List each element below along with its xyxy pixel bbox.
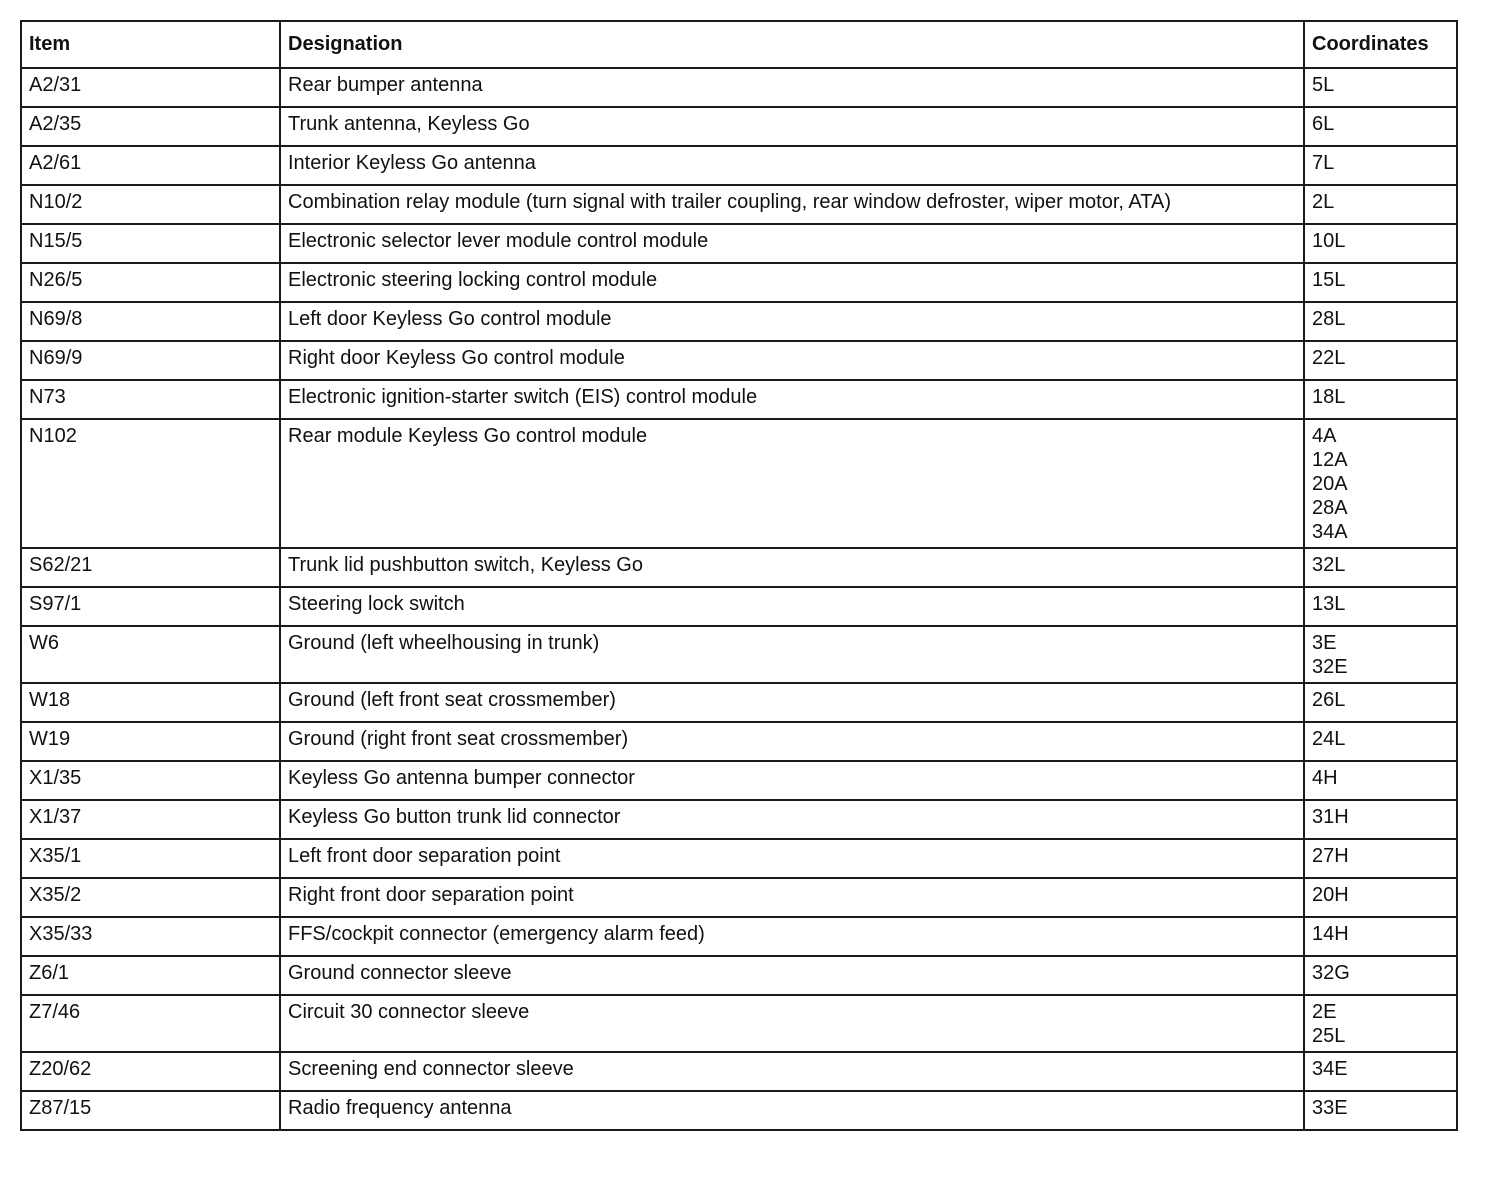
table-row bbox=[21, 683, 1457, 722]
coordinate-value: 25L bbox=[1312, 1025, 1346, 1047]
cell-designation: Rear module Keyless Go control module bbox=[280, 419, 1304, 548]
cell-item: N69/9 bbox=[21, 341, 280, 380]
coordinate-value: 20H bbox=[1312, 884, 1349, 906]
cell-designation: Trunk antenna, Keyless Go bbox=[280, 107, 1304, 146]
cell-designation: Ground (right front seat crossmember) bbox=[280, 722, 1304, 761]
coordinate-value: 22L bbox=[1312, 347, 1346, 369]
cell-item: X35/33 bbox=[21, 917, 280, 956]
cell-designation: Radio frequency antenna bbox=[280, 1091, 1304, 1130]
coordinate-value: 3E bbox=[1312, 632, 1337, 654]
table-row bbox=[21, 956, 1457, 995]
table-row bbox=[21, 224, 1457, 263]
cell-coordinates bbox=[1304, 419, 1457, 548]
cell-coordinates bbox=[1304, 341, 1457, 380]
coordinate-value: 28L bbox=[1312, 308, 1346, 330]
table-row bbox=[21, 587, 1457, 626]
cell-designation: Circuit 30 connector sleeve bbox=[280, 995, 1304, 1052]
cell-designation: Electronic selector lever module control module bbox=[280, 224, 1304, 263]
cell-designation: Ground (left wheelhousing in trunk) bbox=[280, 626, 1304, 683]
cell-item: A2/35 bbox=[21, 107, 280, 146]
coordinate-value: 5L bbox=[1312, 74, 1335, 96]
cell-item: Z6/1 bbox=[21, 956, 280, 995]
header-item: Item bbox=[21, 21, 280, 68]
cell-coordinates bbox=[1304, 722, 1457, 761]
cell-designation: Left front door separation point bbox=[280, 839, 1304, 878]
coordinate-value: 32E bbox=[1312, 656, 1348, 678]
cell-designation: Keyless Go button trunk lid connector bbox=[280, 800, 1304, 839]
coordinate-value: 32G bbox=[1312, 962, 1350, 984]
cell-item: Z20/62 bbox=[21, 1052, 280, 1091]
table-row bbox=[21, 107, 1457, 146]
cell-item: W6 bbox=[21, 626, 280, 683]
coordinate-value: 32L bbox=[1312, 554, 1346, 576]
cell-coordinates bbox=[1304, 146, 1457, 185]
table-row bbox=[21, 419, 1457, 548]
cell-coordinates bbox=[1304, 1091, 1457, 1130]
coordinate-value: 10L bbox=[1312, 230, 1346, 252]
coordinate-value: 7L bbox=[1312, 152, 1335, 174]
cell-designation: Right front door separation point bbox=[280, 878, 1304, 917]
cell-coordinates bbox=[1304, 917, 1457, 956]
coordinate-value: 15L bbox=[1312, 269, 1346, 291]
cell-item: N73 bbox=[21, 380, 280, 419]
cell-item: S62/21 bbox=[21, 548, 280, 587]
coordinate-value: 20A bbox=[1312, 473, 1348, 495]
cell-coordinates bbox=[1304, 683, 1457, 722]
coordinate-value: 12A bbox=[1312, 449, 1348, 471]
cell-coordinates bbox=[1304, 878, 1457, 917]
header-coordinates: Coordinates bbox=[1304, 21, 1457, 68]
cell-coordinates bbox=[1304, 1052, 1457, 1091]
cell-coordinates bbox=[1304, 263, 1457, 302]
cell-designation: Electronic ignition-starter switch (EIS) control module bbox=[280, 380, 1304, 419]
table-row bbox=[21, 722, 1457, 761]
cell-coordinates bbox=[1304, 224, 1457, 263]
coordinate-value: 27H bbox=[1312, 845, 1349, 867]
table-row bbox=[21, 878, 1457, 917]
cell-coordinates bbox=[1304, 956, 1457, 995]
cell-item: A2/31 bbox=[21, 68, 280, 107]
coordinate-value: 6L bbox=[1312, 113, 1335, 135]
table-row bbox=[21, 1091, 1457, 1130]
cell-coordinates bbox=[1304, 185, 1457, 224]
cell-item: N26/5 bbox=[21, 263, 280, 302]
cell-coordinates bbox=[1304, 800, 1457, 839]
table-row bbox=[21, 1052, 1457, 1091]
cell-item: X1/35 bbox=[21, 761, 280, 800]
header-designation: Designation bbox=[280, 21, 1304, 68]
cell-coordinates bbox=[1304, 380, 1457, 419]
coordinate-value: 26L bbox=[1312, 689, 1346, 711]
cell-designation: FFS/cockpit connector (emergency alarm feed) bbox=[280, 917, 1304, 956]
table-row bbox=[21, 839, 1457, 878]
coordinate-value: 13L bbox=[1312, 593, 1346, 615]
coordinate-value: 2L bbox=[1312, 191, 1335, 213]
coordinate-value: 28A bbox=[1312, 497, 1348, 519]
component-legend-table bbox=[20, 20, 1458, 1131]
coordinate-value: 4H bbox=[1312, 767, 1338, 789]
table-row bbox=[21, 146, 1457, 185]
cell-designation: Steering lock switch bbox=[280, 587, 1304, 626]
cell-designation: Screening end connector sleeve bbox=[280, 1052, 1304, 1091]
cell-item: W18 bbox=[21, 683, 280, 722]
table-row bbox=[21, 68, 1457, 107]
cell-item: X35/1 bbox=[21, 839, 280, 878]
cell-item: X1/37 bbox=[21, 800, 280, 839]
cell-coordinates bbox=[1304, 839, 1457, 878]
table-row bbox=[21, 995, 1457, 1052]
cell-designation: Trunk lid pushbutton switch, Keyless Go bbox=[280, 548, 1304, 587]
table-row bbox=[21, 263, 1457, 302]
coordinate-value: 34E bbox=[1312, 1058, 1348, 1080]
coordinate-value: 31H bbox=[1312, 806, 1349, 828]
table-row bbox=[21, 917, 1457, 956]
cell-designation: Left door Keyless Go control module bbox=[280, 302, 1304, 341]
table-row bbox=[21, 341, 1457, 380]
table-header-row bbox=[21, 21, 1457, 68]
coordinate-value: 33E bbox=[1312, 1097, 1348, 1119]
cell-coordinates bbox=[1304, 626, 1457, 683]
cell-coordinates bbox=[1304, 587, 1457, 626]
cell-designation: Combination relay module (turn signal with trailer coupling, rear window defroster, wiper motor, ATA) bbox=[280, 185, 1304, 224]
cell-coordinates bbox=[1304, 548, 1457, 587]
table-row bbox=[21, 185, 1457, 224]
cell-coordinates bbox=[1304, 68, 1457, 107]
cell-item: N102 bbox=[21, 419, 280, 548]
cell-item: Z87/15 bbox=[21, 1091, 280, 1130]
coordinate-value: 2E bbox=[1312, 1001, 1337, 1023]
cell-designation: Keyless Go antenna bumper connector bbox=[280, 761, 1304, 800]
cell-designation: Interior Keyless Go antenna bbox=[280, 146, 1304, 185]
cell-item: N69/8 bbox=[21, 302, 280, 341]
table-row bbox=[21, 800, 1457, 839]
cell-item: Z7/46 bbox=[21, 995, 280, 1052]
cell-coordinates bbox=[1304, 302, 1457, 341]
table-row bbox=[21, 761, 1457, 800]
cell-item: S97/1 bbox=[21, 587, 280, 626]
table-row bbox=[21, 626, 1457, 683]
cell-item: X35/2 bbox=[21, 878, 280, 917]
coordinate-value: 34A bbox=[1312, 521, 1348, 543]
coordinate-value: 4A bbox=[1312, 425, 1337, 447]
coordinate-value: 24L bbox=[1312, 728, 1346, 750]
cell-item: N10/2 bbox=[21, 185, 280, 224]
table-row bbox=[21, 302, 1457, 341]
coordinate-value: 14H bbox=[1312, 923, 1349, 945]
cell-designation: Ground connector sleeve bbox=[280, 956, 1304, 995]
cell-designation: Ground (left front seat crossmember) bbox=[280, 683, 1304, 722]
table-row bbox=[21, 548, 1457, 587]
cell-coordinates bbox=[1304, 107, 1457, 146]
cell-coordinates bbox=[1304, 761, 1457, 800]
cell-designation: Right door Keyless Go control module bbox=[280, 341, 1304, 380]
table-body bbox=[21, 68, 1457, 1130]
coordinate-value: 18L bbox=[1312, 386, 1346, 408]
cell-item: A2/61 bbox=[21, 146, 280, 185]
cell-designation: Rear bumper antenna bbox=[280, 68, 1304, 107]
table-row bbox=[21, 380, 1457, 419]
cell-item: N15/5 bbox=[21, 224, 280, 263]
cell-item: W19 bbox=[21, 722, 280, 761]
cell-coordinates bbox=[1304, 995, 1457, 1052]
cell-designation: Electronic steering locking control module bbox=[280, 263, 1304, 302]
